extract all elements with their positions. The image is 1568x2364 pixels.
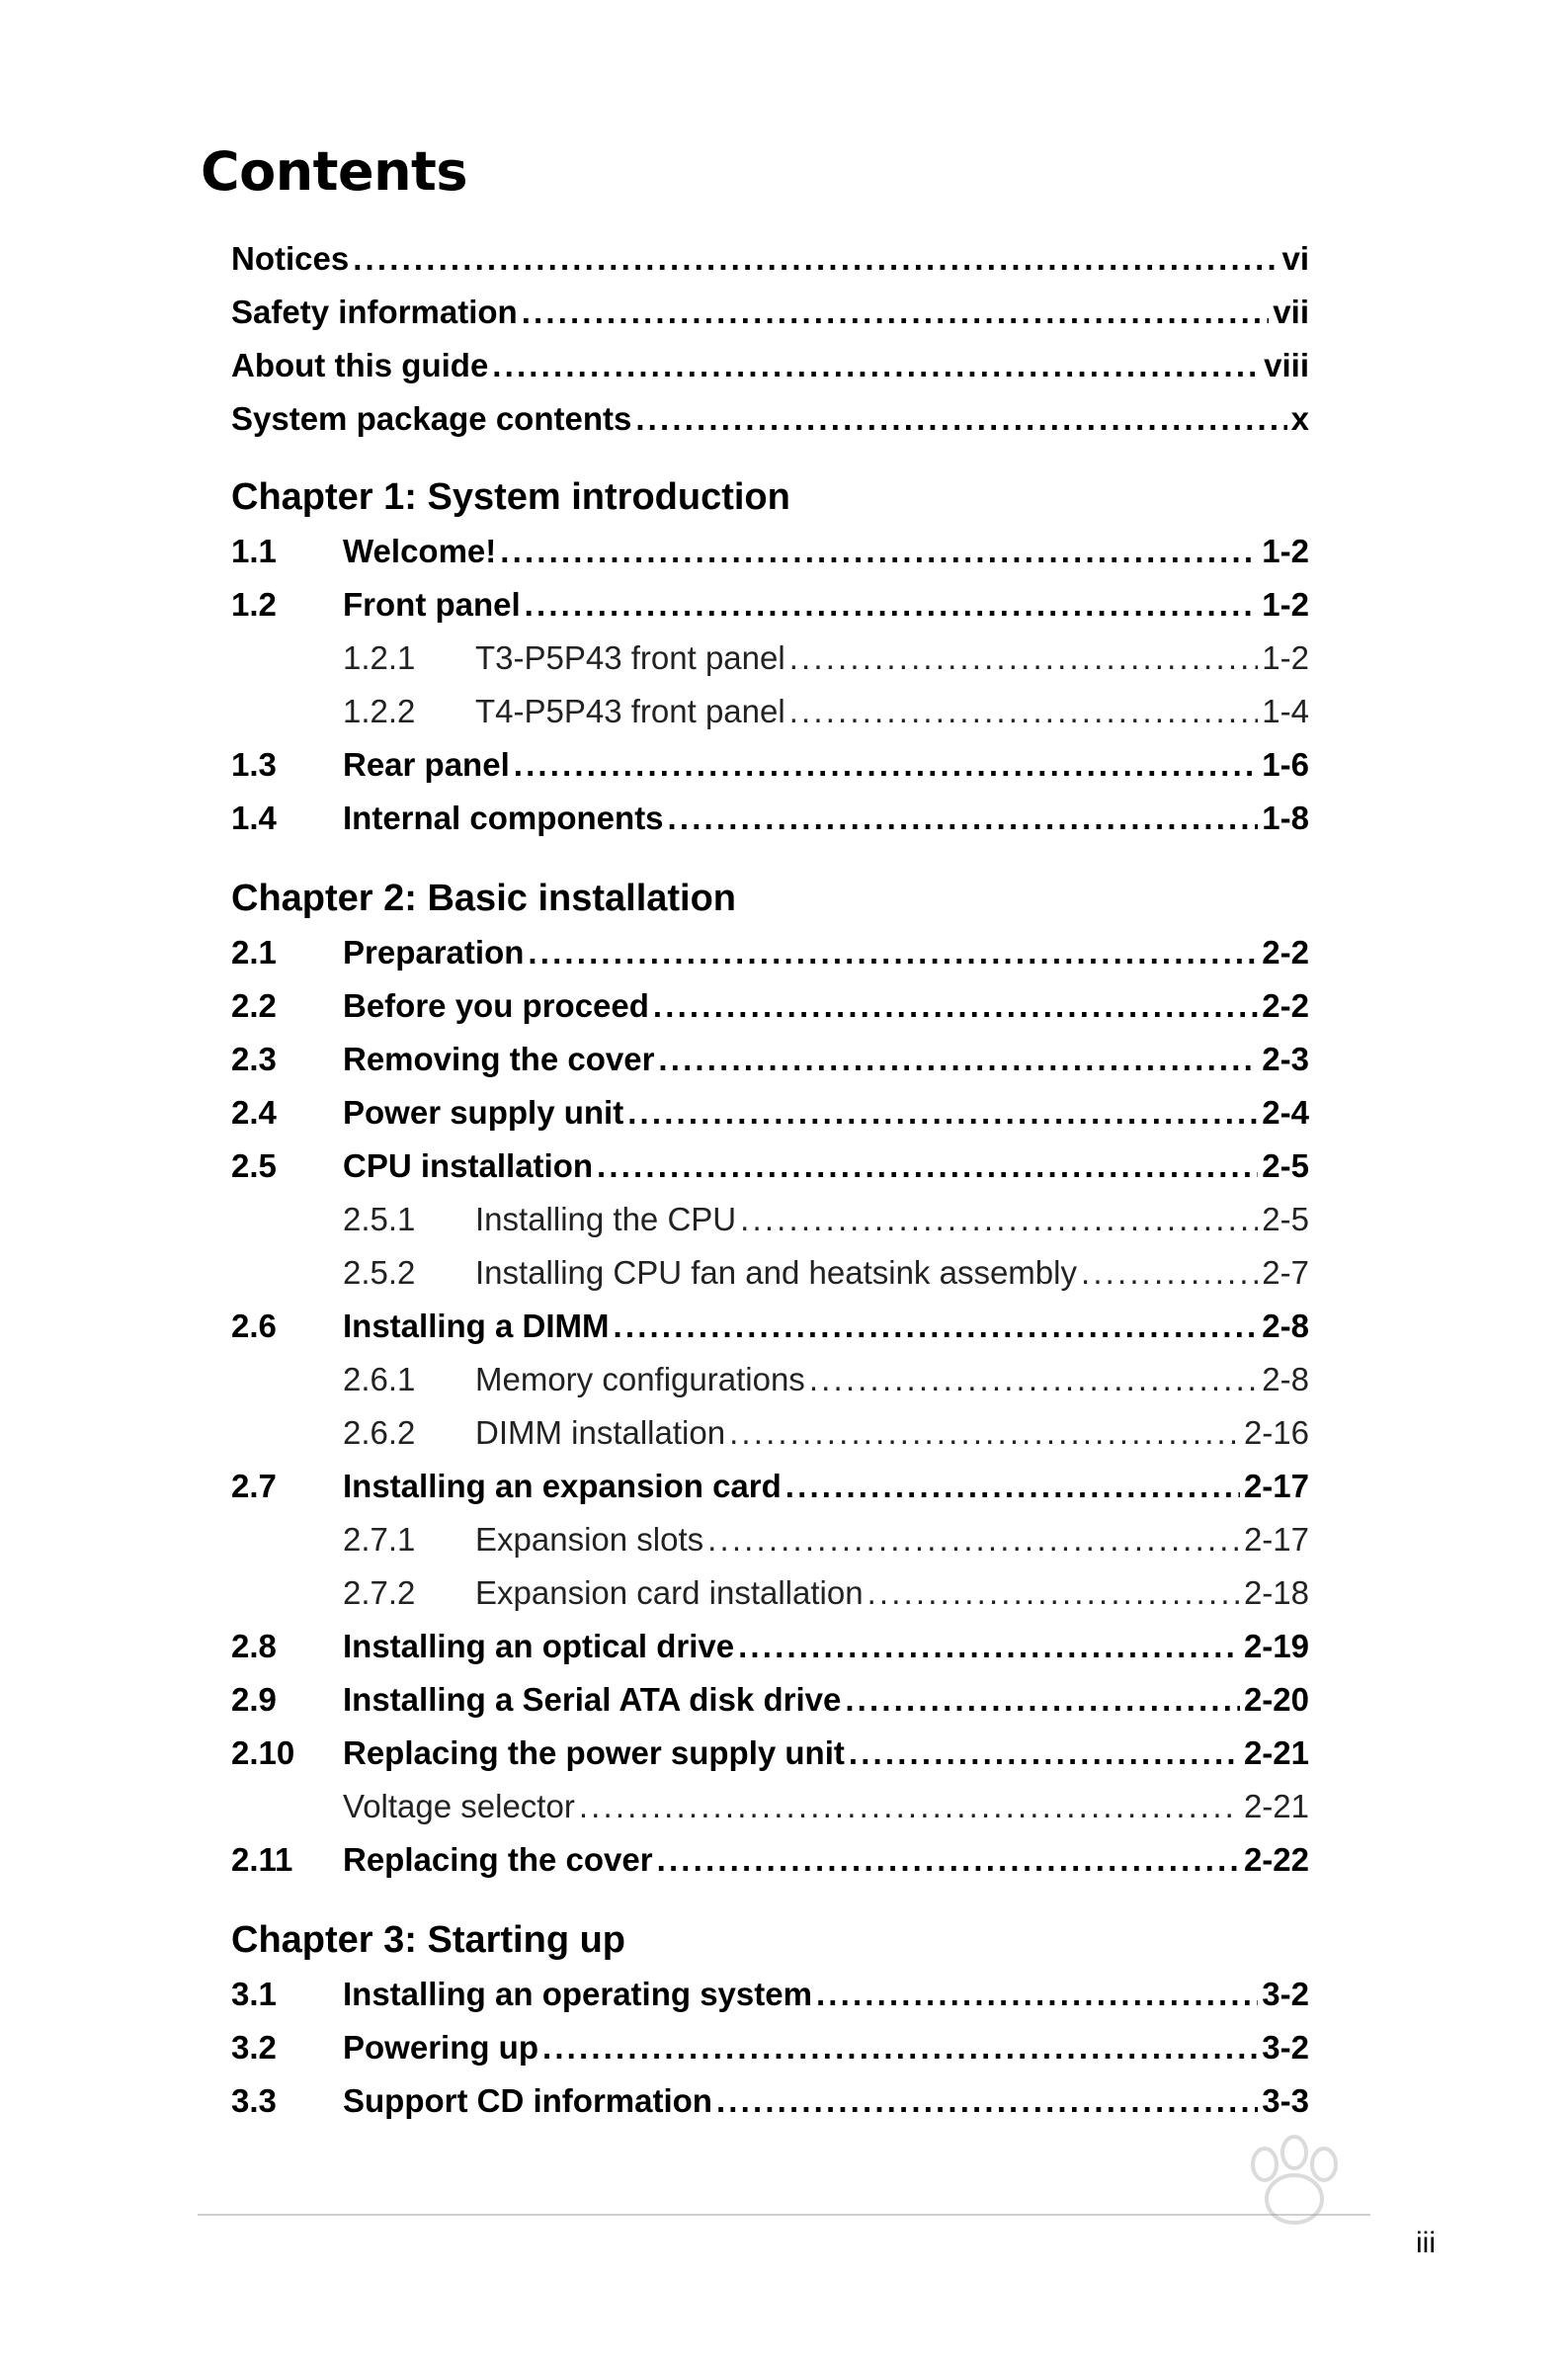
toc-entry-label: Memory configurations — [475, 1361, 805, 1397]
toc-entry[interactable] — [231, 1730, 1309, 1777]
toc-entry[interactable] — [231, 235, 1309, 283]
toc-entry-number: 2.8 — [231, 1628, 277, 1664]
toc-entry-number: 3.1 — [231, 1976, 277, 2012]
dot-leader — [1081, 1249, 1258, 1297]
toc-entry-number: 2.7 — [231, 1468, 277, 1504]
dot-leader — [785, 1463, 1240, 1510]
dot-leader — [542, 2024, 1258, 2071]
toc-entry[interactable] — [343, 1249, 1309, 1297]
toc-entry-page: 2-8 — [1262, 1361, 1309, 1397]
toc-entry-page: vi — [1281, 240, 1309, 277]
toc-entry-page: 2-5 — [1262, 1147, 1309, 1184]
toc-entry-label: Safety information — [231, 294, 518, 330]
toc-entry-page: 2-18 — [1243, 1574, 1309, 1611]
toc-entry[interactable] — [231, 1463, 1309, 1510]
toc-entry-number: 2.6 — [231, 1308, 277, 1344]
dot-leader — [849, 1730, 1240, 1777]
toc-entry-number: 1.3 — [231, 746, 277, 783]
toc-entry[interactable] — [231, 795, 1309, 842]
toc-entry-label: Internal components — [343, 800, 664, 836]
toc-entry[interactable] — [231, 581, 1309, 629]
dot-leader — [514, 741, 1259, 789]
dot-leader — [653, 982, 1258, 1030]
toc-entry-page: 1-6 — [1262, 746, 1309, 783]
toc-entry-label: Installing the CPU — [475, 1201, 737, 1237]
dot-leader — [635, 395, 1286, 443]
dot-leader — [525, 581, 1259, 629]
dot-leader — [668, 795, 1259, 842]
toc-entry[interactable] — [343, 1569, 1309, 1617]
dot-leader — [707, 1516, 1240, 1563]
toc-entry-label: Preparation — [343, 934, 525, 971]
dot-leader — [522, 289, 1270, 336]
chapter-heading: Chapter 1: System introduction — [231, 476, 790, 518]
dot-leader — [716, 2077, 1258, 2125]
toc-entry-number: 1.1 — [231, 533, 277, 569]
toc-entry-number: 2.2 — [231, 987, 277, 1024]
toc-entry[interactable] — [231, 1676, 1309, 1724]
toc-entry[interactable] — [231, 929, 1309, 976]
toc-entry-number: 2.3 — [231, 1041, 277, 1077]
toc-entry-page: 3-3 — [1262, 2082, 1309, 2119]
toc-entry-label: Replacing the power supply unit — [343, 1734, 845, 1771]
toc-entry-label: Installing an optical drive — [343, 1628, 735, 1664]
toc-entry[interactable] — [231, 1623, 1309, 1670]
toc-entry-page: vii — [1273, 294, 1309, 330]
toc-entry[interactable] — [231, 982, 1309, 1030]
toc-entry-number: 2.5.1 — [343, 1201, 416, 1237]
toc-entry[interactable] — [231, 1971, 1309, 2018]
toc-entry[interactable] — [231, 1303, 1309, 1350]
toc-entry[interactable] — [343, 1516, 1309, 1563]
toc-entry-page: 2-21 — [1243, 1788, 1309, 1824]
toc-entry-number: 2.5 — [231, 1147, 277, 1184]
toc-entry-number: 2.7.2 — [343, 1574, 416, 1611]
toc-entry-number: 2.1 — [231, 934, 277, 971]
toc-entry-page: 2-19 — [1243, 1628, 1309, 1664]
dot-leader — [492, 342, 1260, 389]
toc-entry-label: Installing CPU fan and heatsink assembly — [475, 1254, 1077, 1291]
toc-entry-label: Installing a Serial ATA disk drive — [343, 1681, 842, 1718]
toc-entry[interactable] — [231, 1089, 1309, 1137]
toc-entry-number: 2.4 — [231, 1094, 277, 1131]
toc-entry-page: 2-16 — [1243, 1414, 1309, 1451]
toc-entry-page: 2-22 — [1243, 1841, 1309, 1878]
toc-entry[interactable] — [231, 2024, 1309, 2071]
dot-leader — [845, 1676, 1240, 1724]
toc-entry-label: Welcome! — [343, 533, 497, 569]
toc-entry-label: About this guide — [231, 347, 489, 383]
toc-entry[interactable] — [343, 1196, 1309, 1243]
toc-entry-page: 2-2 — [1262, 934, 1309, 971]
toc-entry-page: 2-8 — [1262, 1308, 1309, 1344]
toc-entry-label: Notices — [231, 240, 350, 277]
toc-entry-label: Support CD information — [343, 2082, 712, 2119]
dot-leader — [500, 528, 1258, 575]
toc-entry[interactable] — [343, 1783, 1309, 1830]
dot-leader — [658, 1036, 1258, 1083]
toc-entry-label: Removing the cover — [343, 1041, 655, 1077]
toc-entry-label: System package contents — [231, 400, 632, 437]
dot-leader — [738, 1623, 1240, 1670]
toc-entry-number: 2.9 — [231, 1681, 277, 1718]
toc-entry-number: 1.2.1 — [343, 639, 416, 676]
toc-entry-label: Powering up — [343, 2029, 538, 2066]
toc-entry[interactable] — [231, 395, 1309, 443]
dot-leader — [597, 1142, 1258, 1190]
toc-entry-number: 1.4 — [231, 800, 277, 836]
toc-entry-page: viii — [1264, 347, 1309, 383]
dot-leader — [353, 235, 1278, 283]
toc-entry-page: x — [1290, 400, 1309, 437]
toc-entry-number: 2.7.1 — [343, 1521, 416, 1558]
dot-leader — [789, 634, 1259, 682]
toc-entry-page: 2-5 — [1262, 1201, 1309, 1237]
toc-entry-page: 2-3 — [1262, 1041, 1309, 1077]
dot-leader — [809, 1356, 1258, 1403]
toc-entry[interactable] — [343, 1409, 1309, 1457]
toc-entry-label: Expansion slots — [475, 1521, 704, 1558]
toc-entry-page: 2-21 — [1243, 1734, 1309, 1771]
toc-entry-label: Installing an expansion card — [343, 1468, 782, 1504]
page-number: iii — [1416, 2227, 1436, 2259]
dot-leader — [614, 1303, 1259, 1350]
page-title: Contents — [201, 140, 468, 203]
toc-entry[interactable] — [231, 528, 1309, 575]
toc-entry[interactable] — [231, 2077, 1309, 2125]
toc-entry[interactable] — [231, 1142, 1309, 1190]
toc-entry-label: T3-P5P43 front panel — [475, 639, 785, 676]
toc-entry-number: 2.11 — [231, 1841, 293, 1878]
dot-leader — [867, 1569, 1240, 1617]
dot-leader — [579, 1783, 1240, 1830]
toc-entry-label: Expansion card installation — [475, 1574, 864, 1611]
toc-entry-page: 1-2 — [1262, 533, 1309, 569]
toc-entry-number: 3.2 — [231, 2029, 277, 2066]
chapter-heading: Chapter 2: Basic installation — [231, 878, 737, 919]
dot-leader — [729, 1409, 1240, 1457]
toc-entry-page: 2-7 — [1262, 1254, 1309, 1291]
toc-entry[interactable] — [231, 289, 1309, 336]
toc-entry-page: 2-17 — [1243, 1468, 1309, 1504]
toc-entry-number: 2.6.1 — [343, 1361, 416, 1397]
toc-entry-page: 2-20 — [1243, 1681, 1309, 1718]
toc-entry-page: 2-4 — [1262, 1094, 1309, 1131]
toc-entry[interactable] — [231, 342, 1309, 389]
toc-entry-label: Rear panel — [343, 746, 510, 783]
toc-entry-label: Installing an operating system — [343, 1976, 812, 2012]
toc-entry[interactable] — [343, 1356, 1309, 1403]
toc-entry-label: Power supply unit — [343, 1094, 624, 1131]
toc-entry-label: T4-P5P43 front panel — [475, 693, 785, 729]
toc-entry[interactable] — [343, 688, 1309, 735]
toc-entry[interactable] — [231, 1836, 1309, 1884]
toc-entry-number: 1.2.2 — [343, 693, 416, 729]
toc-entry-label: Before you proceed — [343, 987, 649, 1024]
toc-entry-number: 3.3 — [231, 2082, 277, 2119]
toc-entry-label: CPU installation — [343, 1147, 594, 1184]
toc-entry-page: 3-2 — [1262, 2029, 1309, 2066]
toc-entry-label: DIMM installation — [475, 1414, 726, 1451]
baidu-watermark-logo — [1092, 2125, 1467, 2273]
toc-entry-number: 2.10 — [231, 1734, 295, 1771]
dot-leader — [740, 1196, 1258, 1243]
toc-entry-label: Front panel — [343, 586, 521, 623]
toc-entry-number: 2.6.2 — [343, 1414, 416, 1451]
toc-entry[interactable] — [231, 1036, 1309, 1083]
toc-entry-label: Voltage selector — [343, 1788, 575, 1824]
toc-entry[interactable] — [343, 634, 1309, 682]
dot-leader — [816, 1971, 1258, 2018]
toc-entry-number: 1.2 — [231, 586, 277, 623]
toc-entry[interactable] — [231, 741, 1309, 789]
toc-entry-page: 1-2 — [1262, 639, 1309, 676]
dot-leader — [657, 1836, 1240, 1884]
dot-leader — [789, 688, 1259, 735]
toc-entry-page: 2-2 — [1262, 987, 1309, 1024]
toc-entry-page: 3-2 — [1262, 1976, 1309, 2012]
toc-entry-page: 1-2 — [1262, 586, 1309, 623]
toc-entry-label: Replacing the cover — [343, 1841, 653, 1878]
dot-leader — [528, 929, 1258, 976]
toc-entry-page: 1-8 — [1262, 800, 1309, 836]
dot-leader — [627, 1089, 1258, 1137]
toc-entry-page: 1-4 — [1262, 693, 1309, 729]
toc-entry-label: Installing a DIMM — [343, 1308, 610, 1344]
chapter-heading: Chapter 3: Starting up — [231, 1919, 626, 1961]
toc-entry-number: 2.5.2 — [343, 1254, 416, 1291]
toc-entry-page: 2-17 — [1243, 1521, 1309, 1558]
